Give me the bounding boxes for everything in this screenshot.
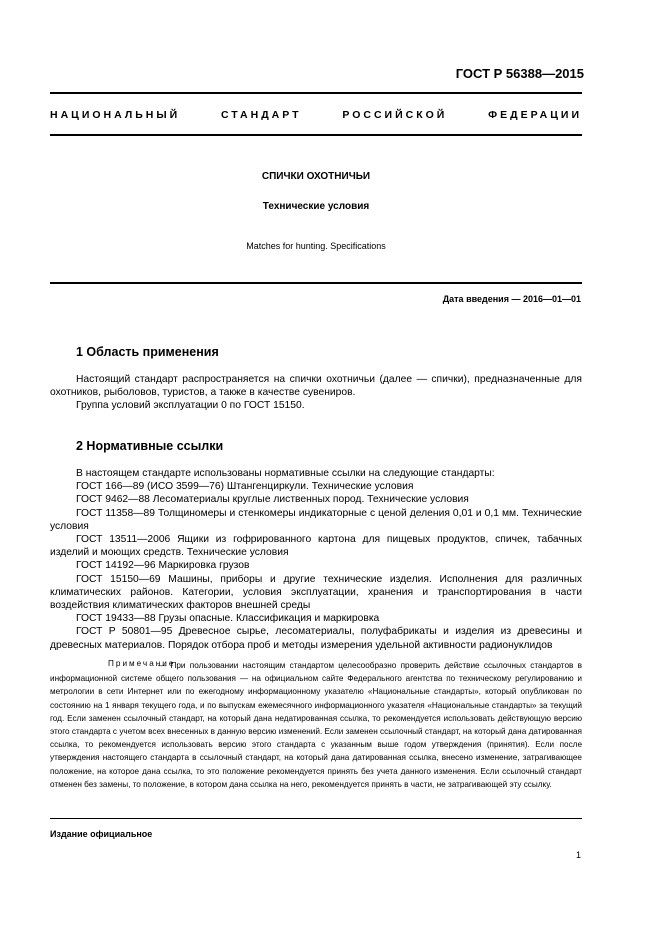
reference-item: ГОСТ 11358—89 Толщиномеры и стенкомеры индикаторные с ценой деления 0,01 и 0,1 мм. Технические условия xyxy=(50,507,582,532)
header-rule xyxy=(50,92,582,94)
section-1-paragraph: Группа условий эксплуатации 0 по ГОСТ 15150. xyxy=(76,400,305,412)
document-number: ГОСТ Р 56388—2015 xyxy=(455,66,584,81)
document-title: СПИЧКИ ОХОТНИЧЬИ xyxy=(261,171,371,182)
note-text: — При пользовании настоящим стандартом целесообразно проверить действие ссылочных стандартов в информационной системе общего пользования — на официальном сайте Федерального агентства по техническому регулированию и метрологии в сети Интернет или по ежегодному информационному указателю «Национальные стандарты», который опубликован по состоянию на 1 января текущего года, и по выпускам ежемесячного информационного указателя «Национальные стандарты» за текущий год. Если заменен ссылочный стандарт, на который дана недатированная ссылка, то рекомендуется использовать действующую версию этого стандарта с учетом всех внесенных в данную версию изменений. Если заменен ссылочный стандарт, на который дана датированная ссылка, то рекомендуется использовать версию этого стандарта с указанным выше годом утверждения (принятия). Если после утверждения настоящего стандарта в ссылочный стандарт, на который дана датированная ссылка, внесено изменение, затрагивающее положение, на которое дана ссылка, то это положение рекомендуется принять без учета данного изменения. Если ссылочный стандарт отменен без замены, то положение, в котором дана ссылка на него, рекомендуется принять в части, не затрагивающей эту ссылку. xyxy=(50,661,582,789)
reference-item: ГОСТ 166—89 (ИСО 3599—76) Штангенциркули. Технические условия xyxy=(76,481,414,493)
reference-item: ГОСТ 15150—69 Машины, приборы и другие технические изделия. Исполнения для различных климатических районов. Категории, условия эксплуатации, хранения и транспортирования в части воздействия климатических факторов внешней среды xyxy=(50,573,582,612)
edition-label: Издание официальное xyxy=(50,829,153,839)
section-1-paragraph: Настоящий стандарт распространяется на спички охотничьи (далее — спички), предназначенные для охотников, рыболовов, туристов, а также в качестве сувениров. xyxy=(50,374,582,399)
reference-item: ГОСТ Р 50801—95 Древесное сырье, лесоматериалы, полуфабрикаты и изделия из древесины и древесных материалов. Порядок отбора проб и методы измерения удельной активности радионуклидов xyxy=(50,626,582,651)
title-rule xyxy=(50,282,582,284)
english-title: Matches for hunting. Specifications xyxy=(246,241,386,251)
reference-item: ГОСТ 19433—88 Грузы опасные. Классификация и маркировка xyxy=(76,613,380,625)
section-2-intro: В настоящем стандарте использованы нормативные ссылки на следующие стандарты: xyxy=(76,468,495,479)
reference-item: ГОСТ 14192—96 Маркировка грузов xyxy=(76,560,250,572)
note-label: Примечание xyxy=(108,659,176,668)
banner-rule xyxy=(50,134,582,136)
footer-rule xyxy=(50,818,582,819)
national-standard-banner: НАЦИОНАЛЬНЫЙ СТАНДАРТ РОССИЙСКОЙ ФЕДЕРАЦИИ xyxy=(50,109,582,121)
section-2-heading: 2 Нормативные ссылки xyxy=(76,439,224,453)
introduction-date: Дата введения — 2016—01—01 xyxy=(442,294,581,304)
document-subtitle: Технические условия xyxy=(262,201,370,212)
section-1-heading: 1 Область применения xyxy=(76,345,219,359)
reference-item: ГОСТ 13511—2006 Ящики из гофрированного картона для пищевых продуктов, спичек, табачных изделий и моющих средств. Технические условия xyxy=(50,534,582,559)
page-number: 1 xyxy=(575,850,581,860)
section-1-body xyxy=(50,373,582,413)
section-2-body xyxy=(50,467,582,652)
reference-item: ГОСТ 9462—88 Лесоматериалы круглые лиственных пород. Технические условия xyxy=(76,494,469,506)
